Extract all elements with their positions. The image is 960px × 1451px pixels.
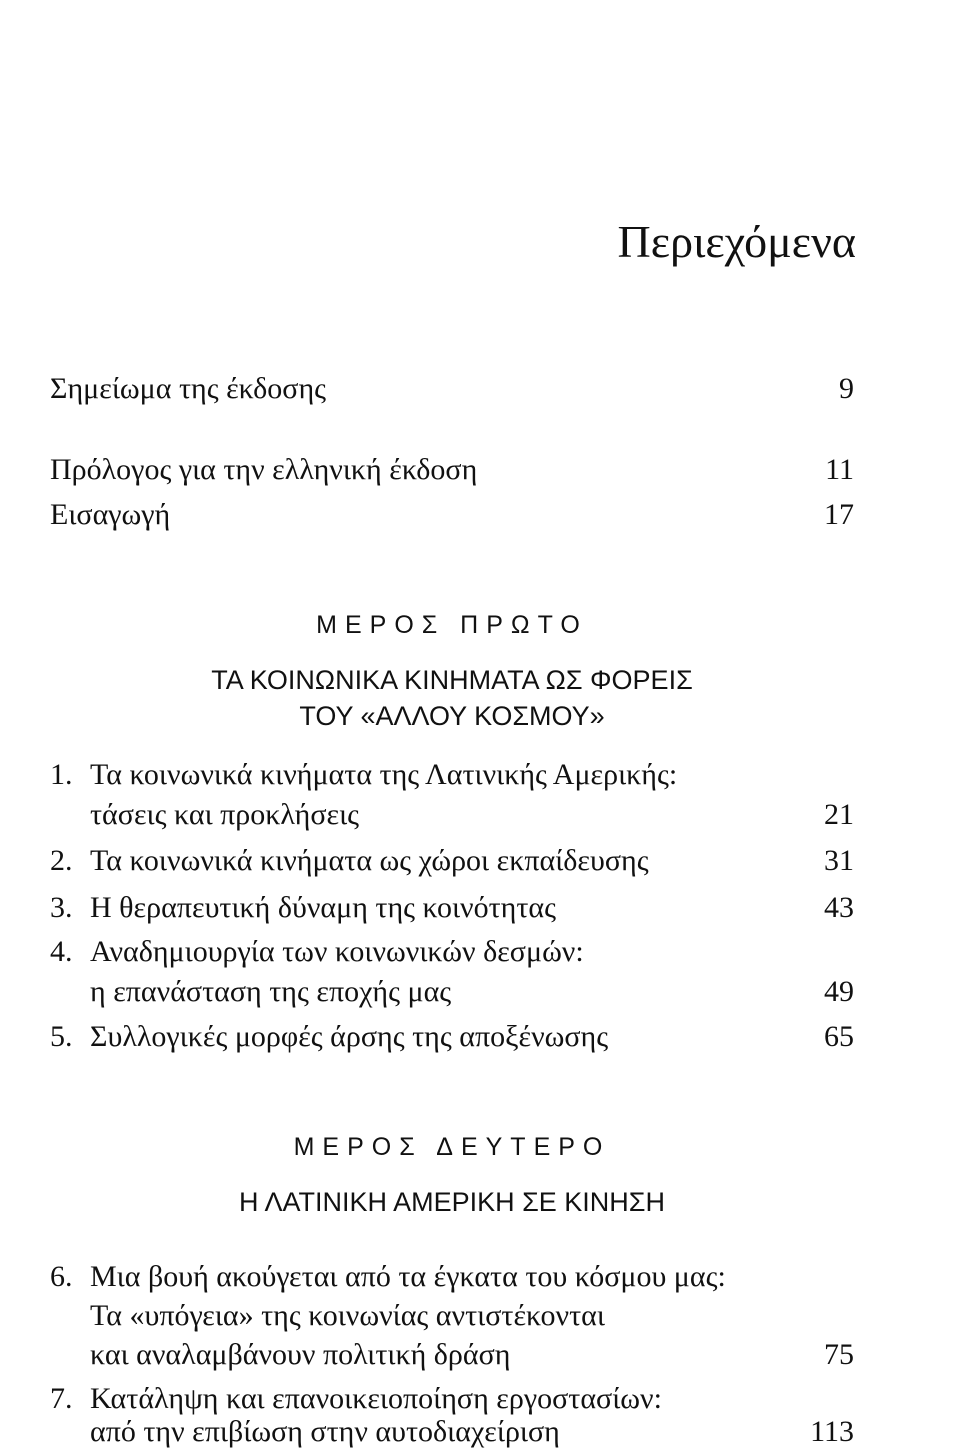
chapter-number: 3. — [50, 891, 73, 924]
toc-entry-page: 17 — [824, 498, 854, 531]
toc-entry-page: 9 — [839, 372, 854, 405]
part-title: Η ΛΑΤΙΝΙΚΗ ΑΜΕΡΙΚΗ ΣΕ ΚΙΝΗΣΗ — [239, 1187, 665, 1217]
chapter-entry — [50, 842, 649, 880]
chapter-title-line: Τα κοινωνικά κινήματα ως χώροι εκπαίδευσης — [90, 844, 649, 877]
page-title: Περιεχόμενα — [617, 216, 856, 267]
chapter-number: 4. — [50, 935, 73, 968]
chapter-page: 65 — [824, 1020, 854, 1053]
chapter-entry — [50, 1018, 608, 1056]
chapter-entry — [50, 889, 556, 927]
chapter-title-line: Κατάληψη και επανοικειοποίηση εργοστασίων: — [90, 1382, 662, 1415]
chapter-number: 1. — [50, 758, 73, 791]
chapter-title-line: Τα κοινωνικά κινήματα της Λατινικής Αμερικής: — [90, 758, 678, 791]
chapter-page: 21 — [824, 798, 854, 831]
chapter-number: 2. — [50, 844, 73, 877]
chapter-title-line: Αναδημιουργία των κοινωνικών δεσμών: — [90, 935, 584, 968]
toc-entry-label: Σημείωμα της έκδοσης — [50, 372, 327, 405]
chapter-title-line: και αναλαμβάνουν πολιτική δράση — [90, 1338, 511, 1371]
chapter-number: 6. — [50, 1260, 73, 1293]
part-label: ΜΕΡΟΣ ΠΡΩΤΟ — [316, 611, 588, 639]
chapter-page: 113 — [810, 1415, 854, 1448]
part-title: ΤΑ ΚΟΙΝΩΝΙΚΑ ΚΙΝΗΜΑΤΑ ΩΣ ΦΟΡΕΙΣ — [211, 665, 693, 695]
chapter-title-line: η επανάσταση της εποχής μας — [90, 975, 452, 1008]
chapter-page: 31 — [824, 844, 854, 877]
toc-entry-label: Πρόλογος για την ελληνική έκδοση — [50, 453, 478, 486]
chapter-page: 43 — [824, 891, 854, 924]
chapter-page: 75 — [824, 1338, 854, 1371]
chapter-title-line: Συλλογικές μορφές άρσης της αποξένωσης — [90, 1020, 609, 1053]
chapter-entry — [50, 1258, 726, 1296]
chapter-title-line: τάσεις και προκλήσεις — [90, 798, 360, 831]
chapter-title-line: από την επιβίωση στην αυτοδιαχείριση — [90, 1415, 560, 1448]
chapter-entry — [50, 933, 584, 971]
chapter-title-line: Μια βουή ακούγεται από τα έγκατα του κόσμου μας: — [90, 1260, 726, 1293]
chapter-page: 49 — [824, 975, 854, 1008]
toc-entry-page: 11 — [825, 453, 854, 486]
toc-entry-label: Εισαγωγή — [50, 498, 171, 531]
chapter-title-line: Τα «υπόγεια» της κοινωνίας αντιστέκονται — [90, 1299, 605, 1332]
part-title: ΤΟΥ «ΑΛΛΟΥ ΚΟΣΜΟΥ» — [299, 701, 605, 731]
chapter-number: 7. — [50, 1382, 73, 1415]
chapter-entry — [50, 756, 677, 794]
chapter-title-line: Η θεραπευτική δύναμη της κοινότητας — [90, 891, 557, 924]
chapter-number: 5. — [50, 1020, 73, 1053]
part-label: ΜΕΡΟΣ ΔΕΥΤΕΡΟ — [293, 1133, 611, 1161]
